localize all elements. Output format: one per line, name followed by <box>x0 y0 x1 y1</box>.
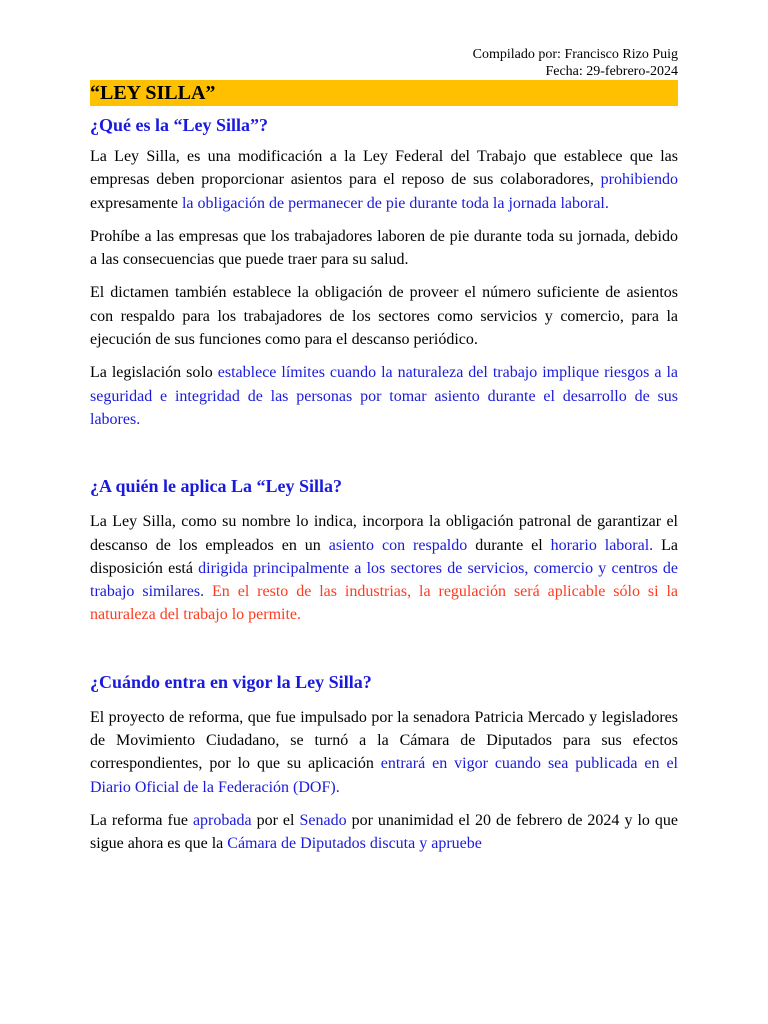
date-text: Fecha: 29-febrero-2024 <box>545 64 678 79</box>
section-what-heading: ¿Qué es la “Ley Silla”? <box>90 115 269 135</box>
section-who-paragraph-1: La Ley Silla, como su nombre lo indica, incorpora la obligación patronal de garantizar el descanso de los empleados en un asiento con respaldo durante el horario laboral. La disposición está dirigida principalmente a los sectores de servicios, comercio y centros de trabajo similares. En el resto de las industrias, la regulación será aplicable sólo si la naturaleza del trabajo lo permite. <box>90 513 679 624</box>
section-what-paragraph-2: Prohíbe a las empresas que los trabajadores laboren de pie durante toda su jornada, debido a las consecuencias que puede traer para su salud. <box>90 227 678 269</box>
section-when-paragraph-1: El proyecto de reforma, que fue impulsado por la senadora Patricia Mercado y legisladores de Movimiento Ciudadano, se turnó a la Cámara de Diputados para sus efectos correspondientes, por lo que su aplicación entrará en vigor cuando sea publicada en el Diario Oficial de la Federación (DOF). <box>90 708 678 796</box>
section-what-paragraph-3: El dictamen también establece la obligación de proveer el número suficiente de asientos con respaldo para los trabajadores de los sectores como servicios y comercio, para la ejecución de sus funciones como para el descanso periódico. <box>90 284 678 349</box>
section-when-paragraph-2: La reforma fue aprobada por el Senado por unanimidad el 20 de febrero de 2024 y lo que sigue ahora es que la Cámara de Diputados discuta y apruebe <box>90 811 678 853</box>
document-title: “LEY SILLA” <box>90 80 678 106</box>
section-what-paragraph-4: La legislación solo establece límites cuando la naturaleza del trabajo implique riesgos a la seguridad e integridad de las personas por tomar asiento durante el desarrollo de sus labores. <box>90 364 679 428</box>
section-who-heading: ¿A quién le aplica La “Ley Silla? <box>90 476 343 497</box>
section-what-paragraph-1: La Ley Silla, es una modificación a la Ley Federal del Trabajo que establece que las empresas deben proporcionar asientos para el reposo de sus colaboradores, prohibiendo expresamente la obligación de permanecer de pie durante toda la jornada laboral. <box>90 148 678 212</box>
section-when-heading: ¿Cuándo entra en vigor la Ley Silla? <box>90 671 372 692</box>
compiled-by-text: Compilado por: Francisco Rizo Puig <box>472 47 678 62</box>
document-page <box>90 46 678 856</box>
document-header <box>90 46 678 80</box>
